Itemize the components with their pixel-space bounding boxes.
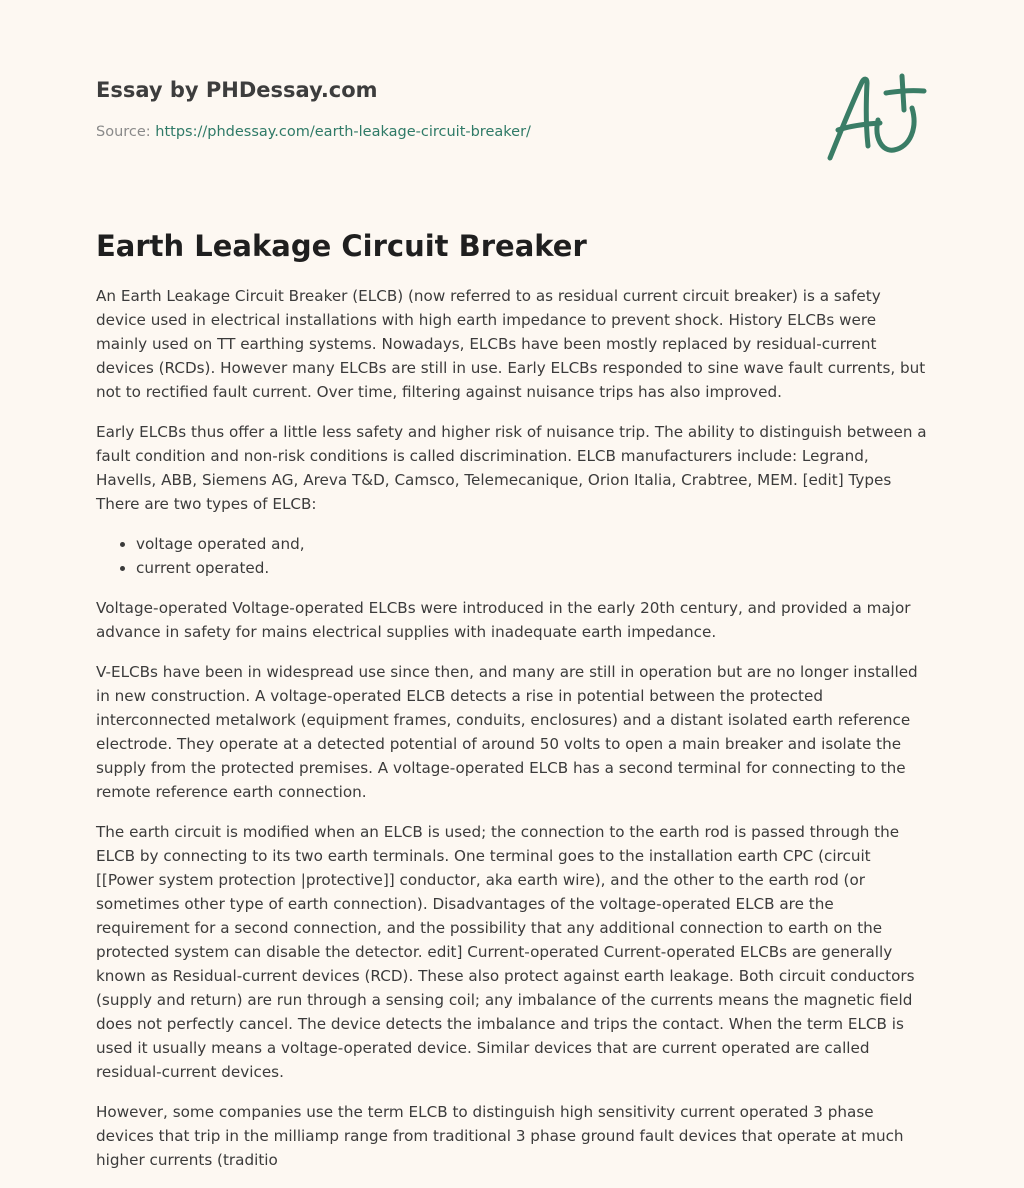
site-brand: Essay by PHDessay.com [96,78,378,102]
paragraph: However, some companies use the term ELCB to distinguish high sensitivity current operated 3 phase devices that trip in the milliamp range from traditional 3 phase ground fault devices that operate at much higher currents (traditio [96,1103,904,1169]
elcb-types-list [96,532,932,580]
source-link[interactable]: https://phdessay.com/earth-leakage-circuit-breaker/ [155,124,531,140]
paragraph: V-ELCBs have been in widespread use since then, and many are still in operation but are no longer installed in new construction. A voltage-operated ELCB detects a rise in potential between the protected interconnected metalwork (equipment frames, conduits, enclosures) and a distant isolated earth reference electrode. They operate at a detected potential of around 50 volts to open a main breaker and isolate the supply from the protected premises. A voltage-operated ELCB has a second terminal for connecting to the remote reference earth connection. [96,663,918,801]
paragraph: The earth circuit is modified when an ELCB is used; the connection to the earth rod is passed through the ELCB by connecting to its two earth terminals. One terminal goes to the installation earth CPC (circuit [[Power system protection |protective]] conductor, aka earth wire), and the other to the earth rod (or sometimes other type of earth connection). Disadvantages of the voltage-operated ELCB are the requirement for a second connection, and the possibility that any additional connection to earth on the protected system can disable the detector. edit] Current-operated Current-operated ELCBs are generally known as Residual-current devices (RCD). These also protect against earth leakage. Both circuit conductors (supply and return) are run through a sensing coil; any imbalance of the currents means the magnetic field does not perfectly cancel. The device detects the imbalance and trips the contact. When the term ELCB is used it usually means a voltage-operated device. Similar devices that are current operated are called residual-current devices. [96,823,915,1081]
page-header [96,76,928,140]
source-label: Source: [96,124,151,140]
list-item: • voltage operated and, [136,532,932,556]
source-line [96,124,531,140]
paragraph: An Earth Leakage Circuit Breaker (ELCB) (now referred to as residual current circuit breaker) is a safety device used in electrical installations with high earth impedance to prevent shock. History ELCBs were mainly used on TT earthing systems. Nowadays, ELCBs have been mostly replaced by residual-current devices (RCDs). However many ELCBs are still in use. Early ELCBs responded to sine wave fault currents, but not to rectified fault current. Over time, filtering against nuisance trips has also improved. [96,287,926,401]
paragraph: Early ELCBs thus offer a little less safety and higher risk of nuisance trip. The ability to distinguish between a fault condition and non-risk conditions is called discrimination. ELCB manufacturers include: Legrand, Havells, ABB, Siemens AG, Areva T&D, Camsco, Telemecanique, Orion Italia, Crabtree, MEM. [edit] Types There are two types of ELCB: [96,423,927,513]
paragraph: Voltage-operated Voltage-operated ELCBs were introduced in the early 20th century, and provided a major advance in safety for mains electrical supplies with inadequate earth impedance. [96,599,911,641]
a-plus-logo-icon [820,68,930,164]
list-item: • current operated. [136,556,932,580]
article-body [96,284,932,1188]
article-title: Earth Leakage Circuit Breaker [96,229,587,263]
